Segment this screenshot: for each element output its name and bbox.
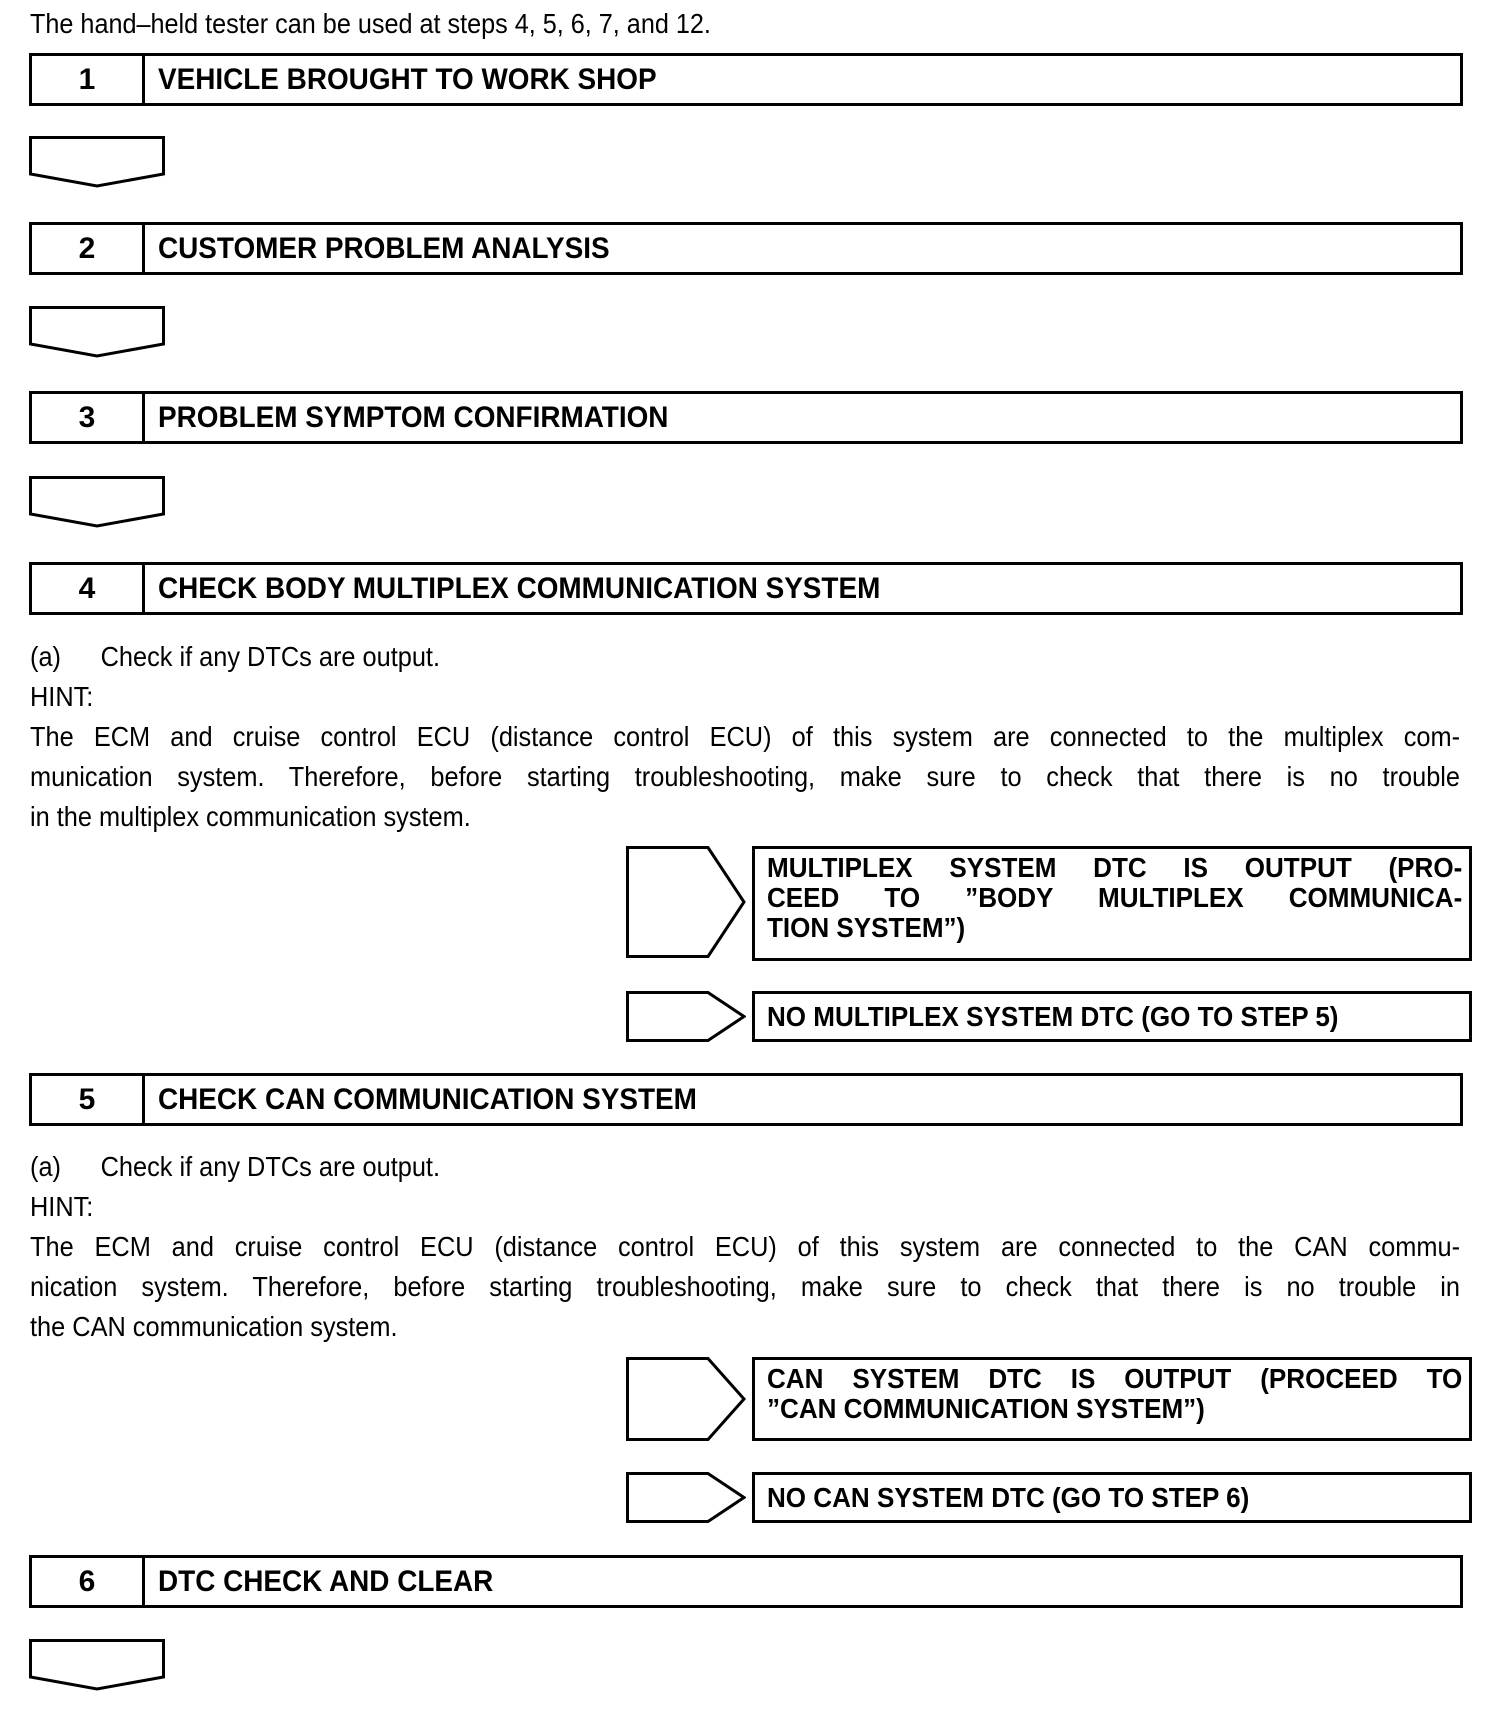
step-title: PROBLEM SYMPTOM CONFIRMATION (158, 401, 669, 434)
step-title: VEHICLE BROUGHT TO WORK SHOP (158, 63, 657, 96)
down-arrow-icon (29, 476, 165, 528)
step-number: 4 (32, 565, 145, 612)
hint-line: munication system. Therefore, before starting troubleshooting, make sure to check that there is no trouble (30, 761, 1461, 792)
step-4-instructions (30, 637, 1460, 837)
step-number: 3 (32, 394, 145, 441)
hint-line: The ECM and cruise control ECU (distance control ECU) of this system are connected to the multiplex com- (30, 721, 1461, 752)
result-line: CEED TO ”BODY MULTIPLEX COMMUNICA- (767, 882, 1463, 913)
right-arrow-icon (626, 1472, 746, 1523)
down-arrow-icon (29, 1639, 165, 1691)
instruction-label: (a) (30, 641, 61, 672)
result-line: NO CAN SYSTEM DTC (GO TO STEP 6) (767, 1482, 1250, 1513)
result-line: ”CAN COMMUNICATION SYSTEM”) (767, 1393, 1205, 1424)
step-title: CUSTOMER PROBLEM ANALYSIS (158, 232, 610, 265)
right-arrow-icon (626, 846, 746, 958)
step-title: CHECK CAN COMMUNICATION SYSTEM (158, 1083, 697, 1116)
result-line: MULTIPLEX SYSTEM DTC IS OUTPUT (PRO- (767, 852, 1463, 883)
step-3-box (29, 391, 1463, 444)
instruction-text: Check if any DTCs are output. (100, 641, 441, 672)
step-4-box (29, 562, 1463, 615)
step-number: 5 (32, 1076, 145, 1123)
hint-line: the CAN communication system. (30, 1311, 398, 1342)
hint-label: HINT: (30, 681, 94, 712)
result-box-dtc-output (752, 846, 1472, 961)
result-line: CAN SYSTEM DTC IS OUTPUT (PROCEED TO (767, 1363, 1463, 1394)
step-2-box (29, 222, 1463, 275)
instruction-line (30, 1147, 1324, 1187)
result-box-no-can-dtc (752, 1472, 1472, 1523)
hint-label: HINT: (30, 1191, 94, 1222)
step-title: DTC CHECK AND CLEAR (158, 1565, 494, 1598)
down-arrow-icon (29, 306, 165, 358)
result-line: TION SYSTEM”) (767, 912, 966, 943)
result-line: NO MULTIPLEX SYSTEM DTC (GO TO STEP 5) (767, 1001, 1339, 1032)
step-6-box (29, 1555, 1463, 1608)
instruction-line (30, 637, 1324, 677)
step-1-box (29, 53, 1463, 106)
down-arrow-icon (29, 136, 165, 188)
step-number: 6 (32, 1558, 145, 1605)
intro-note: The hand–held tester can be used at steps 4, 5, 6, 7, and 12. (30, 8, 711, 39)
right-arrow-icon (626, 1357, 746, 1441)
instruction-label: (a) (30, 1151, 61, 1182)
result-box-no-dtc (752, 991, 1472, 1042)
step-5-box (29, 1073, 1463, 1126)
hint-line: nication system. Therefore, before starting troubleshooting, make sure to check that there is no trouble in (30, 1271, 1461, 1302)
hint-line: The ECM and cruise control ECU (distance control ECU) of this system are connected to the CAN commu- (30, 1231, 1461, 1262)
step-number: 1 (32, 56, 145, 103)
instruction-text: Check if any DTCs are output. (100, 1151, 441, 1182)
step-5-instructions (30, 1147, 1460, 1347)
result-box-can-dtc-output (752, 1357, 1472, 1441)
right-arrow-icon (626, 991, 746, 1042)
step-title: CHECK BODY MULTIPLEX COMMUNICATION SYSTEM (158, 572, 881, 605)
hint-line: in the multiplex communication system. (30, 801, 471, 832)
step-number: 2 (32, 225, 145, 272)
